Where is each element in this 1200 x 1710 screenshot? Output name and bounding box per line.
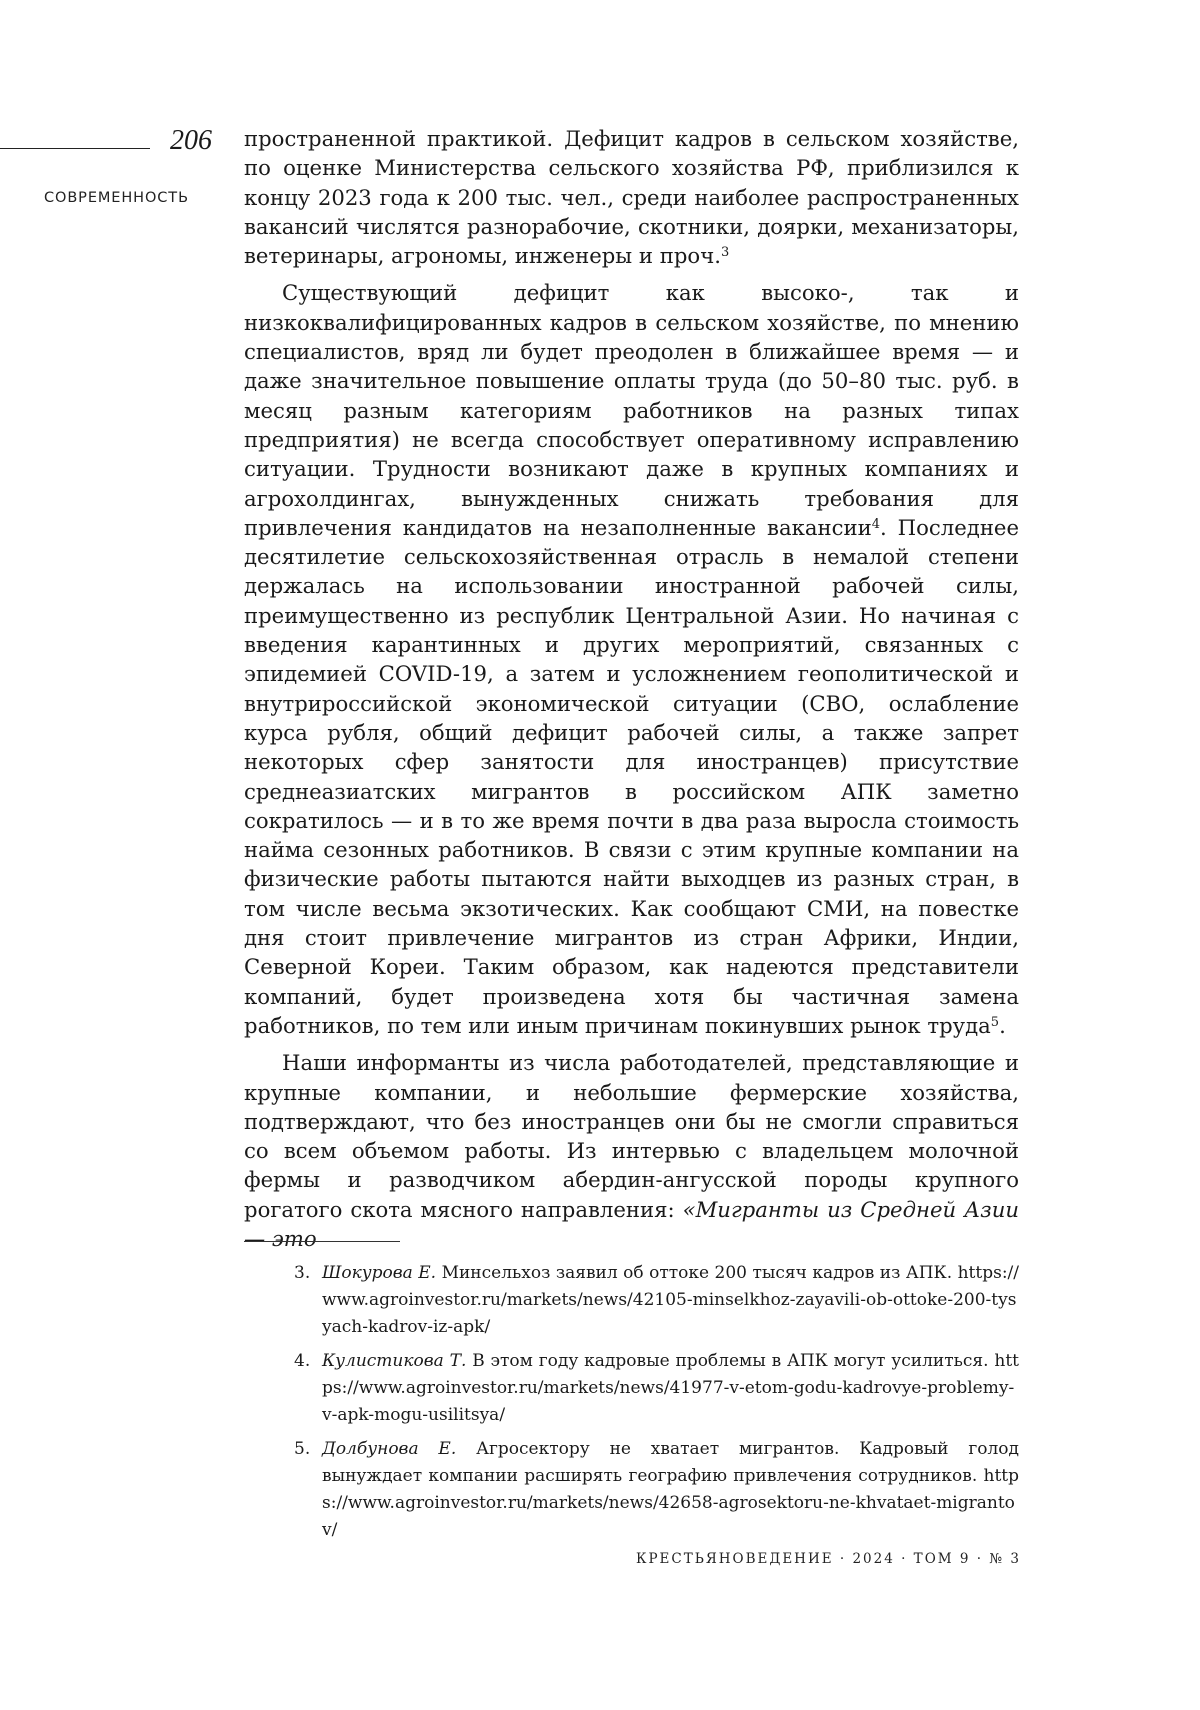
footnote-link[interactable]: https://www.agroinvestor.ru/markets/news/42105-minselkhoz-zayavili-ob-ottoke-200-tysyach-kadrov-iz-apk/	[322, 1263, 1019, 1337]
section-label: СОВРЕМЕННОСТЬ	[44, 190, 214, 206]
footnote-ref-3[interactable]: 3	[721, 245, 729, 260]
paragraph-3	[244, 1048, 1019, 1253]
footnote-ref-4[interactable]: 4	[872, 517, 880, 532]
footnote-item	[244, 1348, 1019, 1429]
footnote-link[interactable]: https://www.agroinvestor.ru/markets/news/41977-v-etom-godu-kadrovye-problemy-v-apk-mogu-usilitsya/	[322, 1351, 1019, 1425]
footnote-item	[244, 1436, 1019, 1544]
paragraph-3-text: Наши информанты из числа работодателей, представляющие и крупные компании, и небольшие фермерские хозяйства, подтверждают, что без иностранцев они бы не смогли справиться со всем объемом работы. Из интервью с владельцем молочной фермы и разводчиком абердин-ангусской породы крупного рогатого скота мясного направления:	[244, 1050, 1019, 1221]
footnote-number: 3.	[294, 1260, 310, 1287]
journal-page	[0, 0, 1200, 1710]
footnote-number: 5.	[294, 1436, 310, 1463]
interview-quote: «Мигранты из Средней Азии — это	[244, 1197, 1019, 1251]
paragraph-2	[244, 278, 1019, 1040]
footnote-text: Агросектору не хватает мигрантов. Кадровый голод вынуждает компании расширять географию привлечения сотрудников.	[322, 1439, 1019, 1486]
paragraph-2-text-a: Существующий дефицит как высоко-, так и низкоквалифицированных кадров в сельском хозяйстве, по мнению специалистов, вряд ли будет преодолен в ближайшее время — и даже значительное повышение оплаты труда (до 50–80 тыс. руб. в месяц разным категориям работников на разных типах предприятия) не всегда способствует оперативному исправлению ситуации. Трудности возникают даже в крупных компаниях и агрохолдингах, вынужденных снижать требования для привлечения кандидатов на незаполненные вакансии	[244, 280, 1019, 539]
footnotes-list	[244, 1260, 1019, 1551]
paragraph-1	[244, 124, 1019, 270]
footnote-link[interactable]: https://www.agroinvestor.ru/markets/news/42658-agrosektoru-ne-khvataet-migrantov/	[322, 1466, 1019, 1540]
paragraph-2-text-b: . Последнее десятилетие сельскохозяйственная отрасль в немалой степени держалась на использовании иностранной рабочей силы, преимущественно из республик Центральной Азии. Но начиная с введения карантинных и других мероприятий, связанных с эпидемией COVID-19, а затем и усложнением геополитической и внутрироссийской экономической ситуации (СВО, ослабление курса рубля, общий дефицит рабочей силы, а также запрет некоторых сфер занятости для иностранцев) присутствие среднеазиатских мигрантов в российском АПК заметно сократилось — и в то же время почти в два раза выросла стоимость найма сезонных работников. В связи с этим крупные компании на физические работы пытаются найти выходцев из разных стран, в том числе весьма экзотических. Как сообщают СМИ, на повестке дня стоит привлечение мигрантов из стран Африки, Индии, Северной Кореи. Таким образом, как надеются представители компаний, будет произведена хотя бы частичная замена работников, по тем или иным причинам покинувших рынок труда	[244, 515, 1019, 1038]
page-number: 206	[160, 124, 212, 158]
header-rule	[0, 148, 150, 149]
paragraph-2-text-c: .	[999, 1013, 1006, 1038]
footnote-rule	[244, 1241, 400, 1242]
footnote-author: Шокурова Е.	[322, 1263, 436, 1283]
running-footer: КРЕСТЬЯНОВЕДЕНИЕ · 2024 · ТОМ 9 · № 3	[636, 1551, 1021, 1567]
footnote-item	[244, 1260, 1019, 1341]
footnote-text: Минсельхоз заявил об оттоке 200 тысяч кадров из АПК.	[436, 1263, 958, 1283]
footnote-text: В этом году кадровые проблемы в АПК могут усилиться.	[466, 1351, 994, 1371]
main-text	[244, 124, 1019, 1261]
footnote-ref-5[interactable]: 5	[991, 1015, 999, 1030]
footnote-author: Кулистикова Т.	[322, 1351, 466, 1371]
footnote-number: 4.	[294, 1348, 310, 1375]
footnote-author: Долбунова Е.	[322, 1439, 456, 1459]
paragraph-1-text: пространенной практикой. Дефицит кадров в сельском хозяйстве, по оценке Министерства сельского хозяйства РФ, приблизился к концу 2023 года к 200 тыс. чел., среди наиболее распространенных вакансий числятся разнорабочие, скотники, доярки, механизаторы, ветеринары, агрономы, инженеры и проч.	[244, 126, 1019, 268]
